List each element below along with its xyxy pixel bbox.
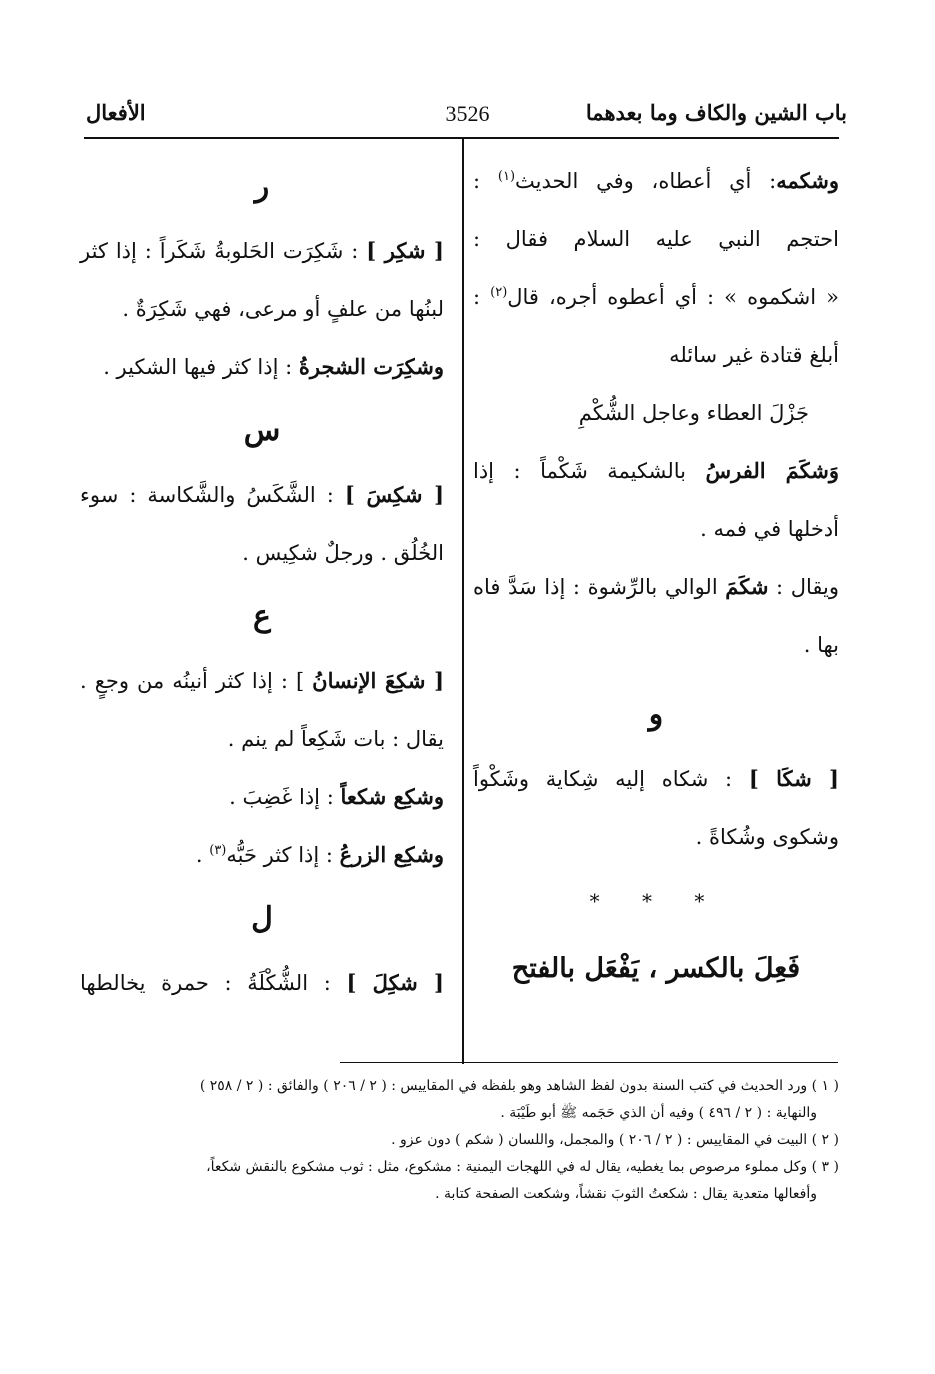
text-span: : شكاه إليه شِكاية وشَكْواً bbox=[473, 767, 749, 791]
section-letter-ra: ر bbox=[254, 169, 270, 204]
text-span: ويقال : bbox=[768, 575, 839, 599]
headword: وشكمه bbox=[776, 168, 839, 193]
verse-line: جَزْلَ العطاء وعاجل الشُّكْمِ bbox=[578, 401, 809, 425]
headword: [ شكِعَ bbox=[376, 668, 444, 693]
text-span: الوالي بالرِّشوة : إذا سَدَّ فاه bbox=[473, 575, 726, 599]
text-line bbox=[80, 466, 444, 524]
text-span: . bbox=[195, 843, 210, 867]
headword: [ شكَا ] bbox=[748, 766, 839, 791]
text-line bbox=[473, 442, 839, 500]
text-line: أدخلها في فمه . bbox=[700, 517, 839, 541]
headword: وشكِع شكعاً bbox=[340, 784, 444, 809]
footnotes bbox=[89, 1073, 839, 1208]
section-title: فَعِلَ بالكسر ، يَفْعَل بالفتح bbox=[511, 953, 801, 984]
text-line: احتجم النبي عليه السلام فقال : bbox=[473, 227, 839, 251]
footnote-3-cont: وأفعالها متعدية يقال : شكعتُ الثوبَ نقشاً، وشكعت الصفحة كتابة . bbox=[435, 1186, 817, 1202]
text-line bbox=[473, 268, 839, 326]
text-line bbox=[80, 768, 444, 826]
footnote-ref: (٢) bbox=[490, 285, 508, 300]
text-span: بالشكيمة شَكْماً : إذا bbox=[473, 459, 706, 483]
text-span: : إذا غَضِبَ . bbox=[229, 785, 341, 809]
headword: شكَمَ bbox=[725, 574, 769, 599]
text-span: « اشكموه » : أي أعطوه أجره، قال bbox=[507, 285, 839, 309]
text-line bbox=[473, 750, 839, 808]
text-line: وشكوى وشُكاةً . bbox=[695, 825, 839, 849]
footnote-3: ( ٣ ) وكل مملوء مرصوص بما يغطيه، يقال له في اللهجات اليمنية : مشكوع، مثل : ثوب مشكوع بالنقش شكعاً، bbox=[206, 1159, 839, 1175]
text-line bbox=[80, 652, 444, 710]
text-line: الخُلُق . ورجلٌ شكِيس . bbox=[242, 541, 444, 565]
text-line: يقال : بات شَكِعاً لم ينم . bbox=[227, 727, 444, 751]
headword: [ شكِر ] bbox=[366, 238, 444, 263]
text-line bbox=[80, 222, 444, 280]
page-number: 3526 bbox=[445, 101, 490, 126]
headword: [ شكِلَ ] bbox=[346, 970, 444, 995]
footnote-rule bbox=[340, 1062, 838, 1063]
section-separator-stars: * * * bbox=[589, 889, 723, 913]
section-letter-sin: س bbox=[243, 413, 281, 448]
section-letter-lam: ل bbox=[251, 901, 273, 936]
footnote-ref: (١) bbox=[497, 169, 516, 184]
text-line bbox=[80, 338, 444, 396]
footnote-1-cont: والنهاية : ( ٢ / ٤٩٦ ) وفيه أن الذي حَجَمه ﷺ أبو طَيْبَة . bbox=[500, 1105, 817, 1121]
section-letter-ain: ع bbox=[253, 599, 271, 634]
page-header-right: باب الشين والكاف وما بعدهما bbox=[585, 100, 847, 125]
text-line: لبنُها من علفٍ أو مرعى، فهي شَكِرَةٌ . bbox=[122, 297, 444, 321]
text-span: : إذا كثر فيها الشكير . bbox=[103, 355, 299, 379]
text-line: بها . bbox=[803, 633, 839, 657]
left-column bbox=[80, 152, 444, 1012]
headword: وشكِع الزرعُ bbox=[339, 842, 444, 867]
verse-line: أبلغ قتادة غير سائله bbox=[669, 343, 839, 367]
text-line bbox=[473, 558, 839, 616]
text-span: : الشُّكْلَةُ : حمرة يخالطها bbox=[80, 971, 347, 995]
text-span: ] : إذا كثر أنينُه من وجعٍ . bbox=[80, 669, 313, 693]
column-divider bbox=[462, 139, 464, 1064]
right-column bbox=[473, 152, 839, 998]
text-span: : الشَّكَسُ والشَّكاسة : سوء bbox=[80, 483, 345, 507]
text-span: : أي أعطاه، وفي الحديث bbox=[515, 169, 777, 193]
footnote-2: ( ٢ ) البيت في المقاييس : ( ٢ / ٢٠٦ ) والمجمل، واللسان ( شكم ) دون عزو . bbox=[391, 1132, 839, 1148]
headword: وشكِرَت الشجرةُ bbox=[298, 354, 444, 379]
section-letter-waw: و bbox=[648, 697, 664, 732]
headword: وَشكَمَ الفرسُ bbox=[705, 458, 839, 483]
footnote-1: ( ١ ) ورد الحديث في كتب السنة بدون لفظ الشاهد وهو بلفظه في المقاييس : ( ٢ / ٢٠٦ ) والفائق : ( ٢ / ٢٥٨ ) bbox=[199, 1078, 839, 1094]
text-line bbox=[80, 826, 444, 884]
page-header-left: الأفعال bbox=[86, 100, 146, 125]
footnote-ref: (٣) bbox=[209, 843, 227, 858]
text-span: : bbox=[473, 285, 491, 309]
text-line bbox=[473, 152, 839, 210]
text-span: : شَكِرَت الحَلوبةُ شَكَراً : إذا كثر bbox=[80, 239, 367, 263]
headword: الإنسانُ bbox=[312, 668, 377, 693]
text-span: : bbox=[473, 169, 498, 193]
text-line bbox=[80, 954, 444, 1012]
headword: [ شكِسَ ] bbox=[344, 482, 445, 507]
text-span: : إذا كثر حَبُّه bbox=[226, 843, 340, 867]
